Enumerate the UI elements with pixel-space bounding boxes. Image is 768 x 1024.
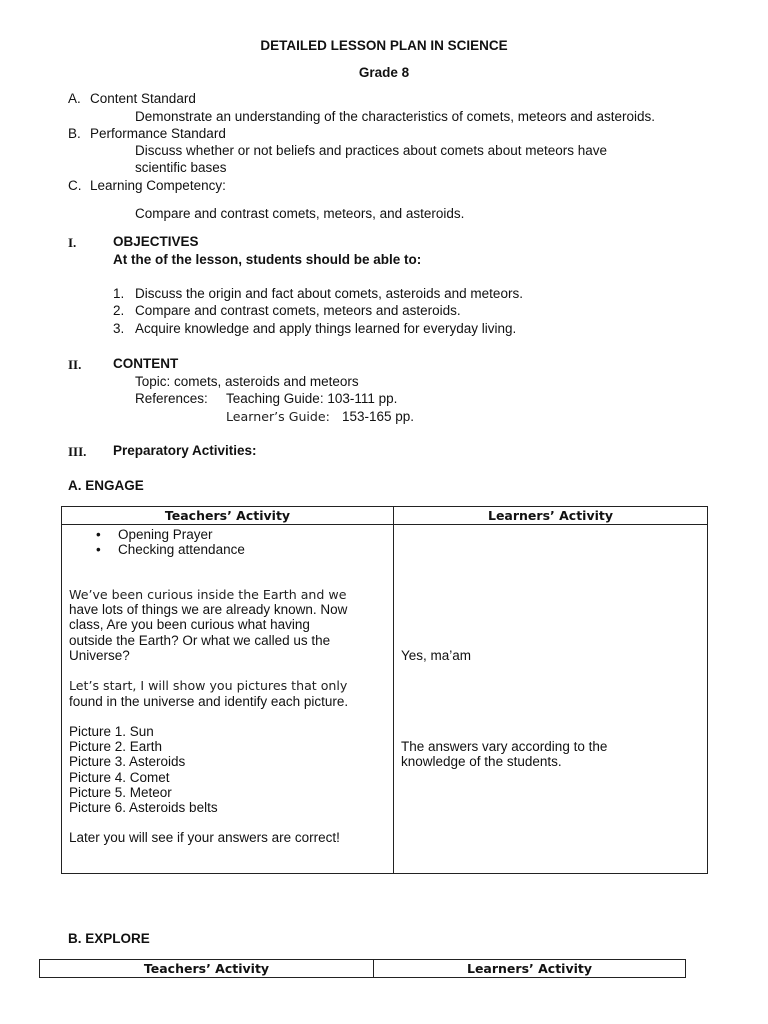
bullet-item: • Checking attendance [118,541,245,558]
objectives-numeral: I. [68,235,77,250]
closing-line: Later you will see if your answers are correct! [69,830,340,845]
content-topic: Topic: comets, asteroids and meteors [135,374,359,389]
instruction-line: Let’s start, I will show you pictures that only [69,678,348,693]
objective-num-1: 1. [113,286,125,301]
preparatory-numeral: III. [68,444,87,459]
standard-a-heading: Content Standard [90,91,196,106]
intro-line: class, Are you been curious what having [69,617,310,632]
picture-item: Picture 1. Sun [69,724,154,739]
objectives-heading: OBJECTIVES [113,234,199,249]
standard-b-text-1: Discuss whether or not beliefs and practices about comets about meteors have [135,143,607,158]
engage-learner-cell [394,525,708,874]
learner-answer-1: Yes, ma’am [401,648,472,663]
grade-label: Grade 8 [358,65,410,80]
objectives-subheading: At the of the lesson, students should be able to: [113,252,422,267]
learners-guide-pages: 153-165 pp. [342,409,415,424]
learner-answer-2-cont: knowledge of the students. [401,754,562,769]
picture-item: Picture 4. Comet [69,770,170,785]
bullet-item: • Opening Prayer [118,526,213,543]
standard-a-label: A. [68,91,81,106]
explore-learner-header: Learners’ Activity [374,960,686,978]
objective-num-2: 2. [113,303,125,318]
objective-item-1: Discuss the origin and fact about comets, asteroids and meteors. [135,286,523,301]
engage-heading: A. ENGAGE [68,478,144,493]
objective-num-3: 3. [113,321,125,336]
standard-c-label: C. [68,178,82,193]
explore-table [39,959,686,978]
references-label: References: [135,391,208,406]
engage-learner-header: Learners’ Activity [394,507,708,525]
page-title: DETAILED LESSON PLAN IN SCIENCE [260,38,508,53]
intro-line: We’ve been curious inside the Earth and we [69,587,347,602]
standard-b-heading: Performance Standard [90,126,226,141]
teaching-guide: Teaching Guide: 103-111 pp. [226,391,398,406]
standard-b-text-2: scientific bases [135,160,227,175]
preparatory-heading: Preparatory Activities: [113,443,257,458]
engage-teacher-header: Teachers’ Activity [62,507,394,525]
instruction-line: found in the universe and identify each picture. [69,694,349,709]
standard-b-label: B. [68,126,81,141]
picture-item: Picture 2. Earth [69,739,163,754]
content-heading: CONTENT [113,356,179,371]
intro-line: Universe? [69,648,130,663]
picture-item: Picture 3. Asteroids [69,754,186,769]
explore-heading: B. EXPLORE [68,931,150,946]
objective-item-3: Acquire knowledge and apply things learned for everyday living. [135,321,517,336]
picture-item: Picture 5. Meteor [69,785,172,800]
standard-c-text: Compare and contrast comets, meteors, and asteroids. [135,206,465,221]
standard-a-text: Demonstrate an understanding of the characteristics of comets, meteors and asteroids. [135,109,656,124]
engage-teacher-cell [62,525,394,874]
learner-answer-2: The answers vary according to the [401,739,608,754]
learners-guide-label: Learner’s Guide: [226,409,330,424]
intro-line: have lots of things we are already known. Now [69,602,348,617]
picture-item: Picture 6. Asteroids belts [69,800,218,815]
content-numeral: II. [68,357,82,372]
explore-teacher-header: Teachers’ Activity [40,960,374,978]
standard-c-heading: Learning Competency: [90,178,226,193]
objective-item-2: Compare and contrast comets, meteors and asteroids. [135,303,461,318]
intro-line: outside the Earth? Or what we called us the [69,633,331,648]
engage-table [61,506,708,874]
